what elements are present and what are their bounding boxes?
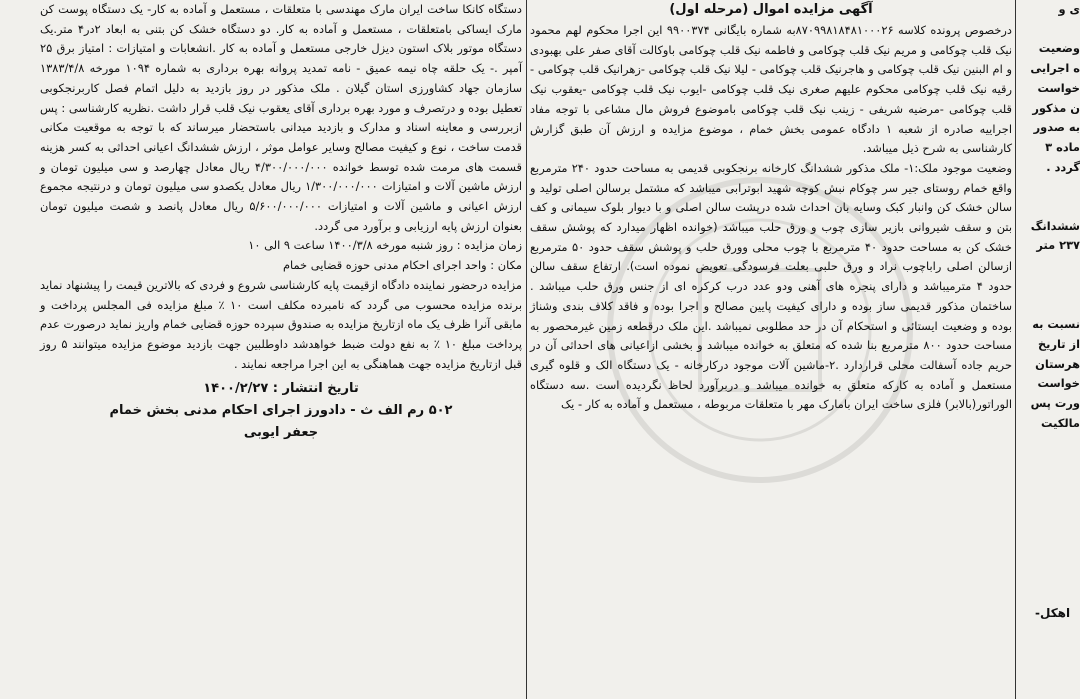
edge-line: مالکیت	[1041, 415, 1080, 430]
edge-line: خواست	[1037, 80, 1080, 95]
auction-notice-right-column	[530, 0, 1012, 415]
auction-time: زمان مزایده : روز شنبه مورخه ۱۴۰۰/۳/۸ ساعت ۹ الی ۱۰	[248, 238, 522, 253]
edge-line: خواست	[1037, 376, 1080, 391]
edge-line: نسبت به	[1032, 317, 1080, 332]
notice-paragraph: مزایده درحضور نماینده دادگاه ازقیمت پایه کارشناسی شروع و فردی که بالاترین قیمت را پیشنهاد نماید برنده مزایده محسوب می گردد که نامبرده مکلف است ۱۰ ٪ مبلغ مزایده فی المجلس پرداخت و مابقی آنرا ظرف یک ماه ازتاریخ مزایده به صندوق سپرده حوزه قضایی خمام واریز نماید درصورت عدم پرداخت مبلغ ۱۰ ٪ به نفع دولت ضبط خواهدشد داوطلبین جهت بازدید موضوع مزایده میتوانند ۵ روز قبل ازتاریخ مزایده جهت هماهنگی به این اجرا مراجعه نمایند .	[40, 277, 522, 371]
edge-line	[1018, 256, 1080, 276]
edge-line	[1018, 296, 1080, 316]
edge-line	[1018, 276, 1080, 296]
edge-line	[1018, 197, 1080, 217]
edge-bottom-fragment: اهکل-	[1035, 606, 1071, 620]
notice-paragraph: درخصوص پرونده کلاسه ۸۷۰۹۹۸۱۸۴۸۱۰۰۰۲۶به شماره بایگانی ۹۹۰۰۳۷۴ این اجرا محکوم لهم محمود نیک قلب چوکامی و مریم نیک قلب چوکامی و فاطمه نیک قلب چوکامی باوکالت آقای صفر علی بهبودی و ام البنین نیک قلب چوکامی و هاجرنیک قلب چوکامی - لیلا نیک قلب چوکامی -زهرانیک قلب چوکامی - رقیه نیک قلب چوکامی محکوم علیهم صغری نیک قلب چوکامی -ایوب نیک قلب چوکامی -یعقوب نیک قلب چوکامی -مرضیه شریفی - زینب نیک قلب چوکامی باموضوع فروش مال مشاعی با توجه مفاد اجراییه صادره از شعبه ۱ دادگاه عمومی بخش خمام ، موضوع مزایده و ارزش آن طبق گزارش کارشناسی به شرح ذیل میباشد.	[530, 23, 1013, 156]
column-divider	[1015, 0, 1016, 699]
edge-line: ۲۳۷ متر	[1036, 238, 1080, 253]
publish-date: تاریخ انتشار : ۱۴۰۰/۲/۲۷	[203, 381, 359, 397]
edge-line: ی و	[1058, 2, 1080, 16]
edge-line: ششدانگ	[1030, 218, 1080, 233]
column-divider	[526, 0, 527, 699]
edge-line	[1018, 177, 1080, 197]
notice-paragraph: وضعیت موجود ملک:۱- ملک مذکور ششدانگ کارخانه برنجکوبی قدیمی به مساحت حدود ۲۴۰ مترمربع واقع خمام روستای جیر سر چوکام نبش کوچه شهید ابوترابی میباشد که مشتمل برسالن اصلی تولید و سالن خشک کن وانبار کبک وسایه بان احداث شده درپشت سالن اصلی و با دیوار بلوک سیمانی و کف بتن و سقف شیروانی بازیر سازی چوب و ورق حلب میباشد (خوانده اظهار میدارد که پوشش سقف خشک کن به مساحت حدود ۴۰ مترمربع با چوب محلی وورق حلب و پوشش سقف حدود ۵۰ مترمربع ازسالن اصلی راباچوب نراد و ورق حلبی بعلت فرسودگی تعویض نموده است). ارتفاع سقف سالن حدود ۴ مترمیباشد و دارای پنجره های آهنی ودو عدد درب کرکره ای از جنس ورق حلب میباشد . ساختمان مذکور قدیمی ساز بوده و دارای کیفیت پایین مصالح و اجرا بوده و فاقد کلاف بندی وشناژ بوده و وضعیت ایستائی و استحکام آن در حد مطلوبی نمیباشد .این ملک درقطعه زمین غیرمحصور به مساحت حدود ۸۰۰ مترمربع بنا شده که متعلق به خوانده میباشد و بخشی ازاعیانی های احداثی آن در حریم جاده آسفالت محلی قراردارد .۲-ماشین آلات موجود درکارخانه - یک دستگاه الک و قلوه گیری مستعمل و آماده به کارکه متعلق به خوانده میباشد و دربرآورد لحاظ نگردیده است .سه دستگاه الوراتور(بالابر) فلزی ساخت ایران بامارک مهر با متعلقات مربوطه ، مستعمل و آماده به کار - یک	[530, 160, 1013, 412]
edge-line: ه اجرایی	[1030, 61, 1080, 76]
edge-line: گردد .	[1046, 159, 1080, 174]
edge-line: از تاریخ	[1037, 336, 1080, 351]
edge-line: به صدور	[1033, 120, 1080, 135]
auction-location: مکان : واحد اجرای احکام مدنی حوزه قضایی خمام	[282, 258, 522, 273]
edge-line: ماده ۳	[1045, 139, 1080, 154]
edge-line: هرستان	[1035, 356, 1080, 371]
notice-paragraph: دستگاه کانکا ساخت ایران مارک مهندسی با متعلقات ، مستعمل و آماده به کار- یک دستگاه پوست کن مارک ایساکی بامتعلقات ، مستعمل و آماده به کار. دو دستگاه خشک کن بتنی به ابعاد ۲در۴ متر.یک دستگاه موتور بلاک استون دیزل خارجی مستعمل و آماده به کار .انشعابات و امتیازات : امتیاز برق ۲۵ آمپر .- یک حلقه چاه نیمه عمیق - نامه تمدید پروانه بهره برداری به شماره ۱۰۹۴ مورخه ۱۳۸۳/۴/۸ سازمان جهاد کشاورزی استان گیلان . ملک مذکور در روز بازدید به دلیل اتمام فصل کاربرنجکوبی تعطیل بوده و درتصرف و مورد بهره برداری آقای یعقوب نیک قلب قرار داشت .نظریه کارشناسی : پس ازبررسی و معاینه اسناد و مدارک و بازدید میدانی باستحضار میرساند که با توجه به موقعیت مکانی قدمت ساخت ، نوع و کیفیت مصالح وسایر عوامل موثر ، ارزش ششدانگ اعیانی احداثی به کسر هزینه قسمت های مرمت شده توسط خوانده ۴/۳۰۰/۰۰۰/۰۰۰ ریال معادل چهارصد و سی میلیون تومان و ارزش ماشین آلات و امتیازات ۱/۳۰۰/۰۰۰/۰۰۰ ریال معادل یکصدو سی میلیون تومان و درنتیجه مجموع ارزش اعیانی و ماشین آلات و امتیازات ۵/۶۰۰/۰۰۰/۰۰۰ ریال معادل پانصد و شصت میلیون تومان بعنوان ارزش پایه ارزیابی و برآورد می گردد.	[40, 2, 522, 233]
notice-title: آگهی مزایده اموال (مرحله اول)	[669, 2, 873, 17]
edge-line: ورت پس	[1030, 396, 1080, 411]
edge-column-fragment	[1018, 0, 1080, 433]
edge-line	[1018, 20, 1080, 40]
auction-notice-left-column	[40, 0, 522, 444]
edge-line: ن مذکور	[1032, 100, 1080, 115]
signature-line: ۵۰۲ رم الف ث - دادورز اجرای احکام مدنی بخش خمام	[109, 403, 453, 419]
edge-line: وضعیت	[1038, 41, 1080, 56]
signature-name: جعفر ایوبی	[243, 425, 319, 441]
